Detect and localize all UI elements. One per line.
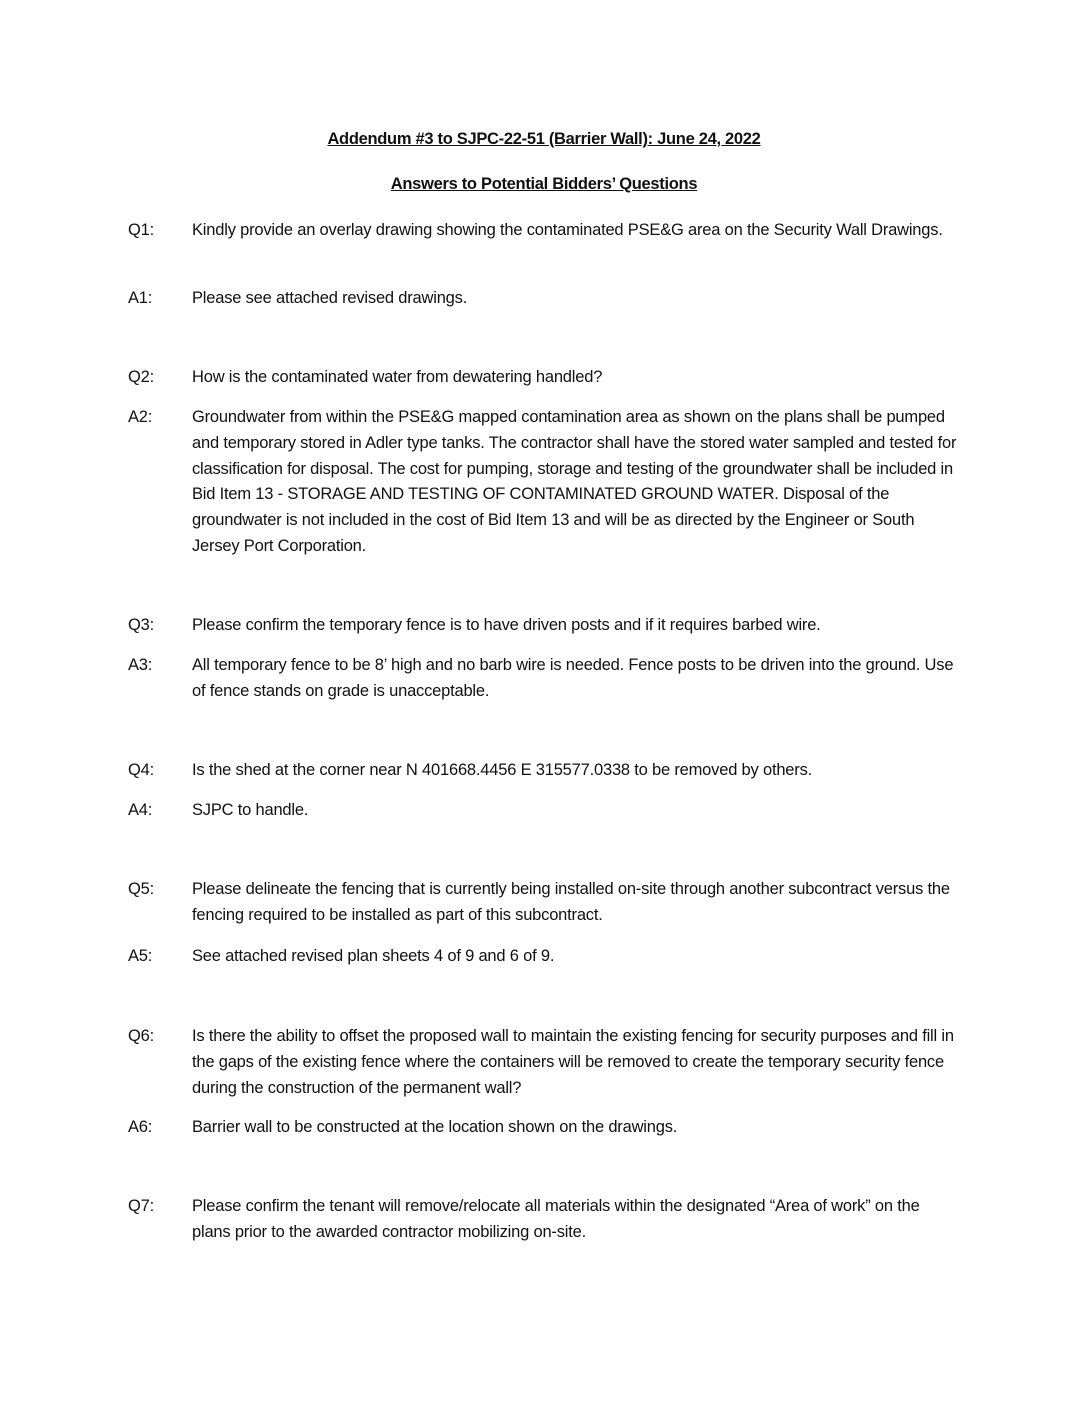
qa-label: Q6: xyxy=(128,1027,154,1045)
qa-text: How is the contaminated water from dewatering handled? xyxy=(192,368,603,386)
qa-label: A6: xyxy=(128,1118,153,1136)
answer-6 xyxy=(128,1115,958,1141)
question-4 xyxy=(128,758,958,784)
qa-text: Kindly provide an overlay drawing showing the contaminated PSE&G area on the Security Wall Drawings. xyxy=(192,221,943,239)
qa-text: All temporary fence to be 8’ high and no barb wire is needed. Fence posts to be driven into the ground. Use of fence stands on grade is unacceptable. xyxy=(192,656,954,700)
qa-label: Q4: xyxy=(128,761,154,779)
document-title: Addendum #3 to SJPC-22-51 (Barrier Wall): June 24, 2022 xyxy=(327,130,761,148)
qa-label: A2: xyxy=(128,408,153,426)
qa-label: A5: xyxy=(128,947,153,965)
question-3 xyxy=(128,613,958,639)
qa-text: Please see attached revised drawings. xyxy=(192,289,468,307)
document-subtitle: Answers to Potential Bidders’ Questions xyxy=(390,175,698,193)
question-5 xyxy=(128,877,958,929)
qa-text: SJPC to handle. xyxy=(192,801,309,819)
question-7 xyxy=(128,1194,958,1246)
answer-2 xyxy=(128,405,958,560)
question-1 xyxy=(128,218,958,244)
qa-text: Please confirm the tenant will remove/relocate all materials within the designated “Area of work” on the plans prior to the awarded contractor mobilizing on-site. xyxy=(192,1197,920,1241)
qa-label: Q1: xyxy=(128,221,154,239)
question-2 xyxy=(128,365,958,391)
qa-text: Barrier wall to be constructed at the location shown on the drawings. xyxy=(192,1118,678,1136)
qa-text: See attached revised plan sheets 4 of 9 and 6 of 9. xyxy=(192,947,555,965)
answer-5 xyxy=(128,944,958,970)
qa-label: A4: xyxy=(128,801,153,819)
question-6 xyxy=(128,1024,958,1101)
qa-text: Groundwater from within the PSE&G mapped contamination area as shown on the plans shall be pumped and temporary stored in Adler type tanks. The contractor shall have the stored water sampled and tested for classification for disposal. The cost for pumping, storage and testing of the groundwater shall be included in Bid Item 13 - STORAGE AND TESTING OF CONTAMINATED GROUND WATER. Disposal of the groundwater is not included in the cost of Bid Item 13 and will be as directed by the Engineer or South Jersey Port Corporation. xyxy=(192,408,957,555)
qa-text: Is the shed at the corner near N 401668.4456 E 315577.0338 to be removed by others. xyxy=(192,761,813,779)
qa-label: Q3: xyxy=(128,616,154,634)
qa-label: A1: xyxy=(128,289,153,307)
qa-label: A3: xyxy=(128,656,153,674)
answer-3 xyxy=(128,653,958,705)
qa-text: Is there the ability to offset the proposed wall to maintain the existing fencing for security purposes and fill in the gaps of the existing fence where the containers will be removed to create the temporary security fence during the construction of the permanent wall? xyxy=(192,1027,954,1097)
qa-text: Please delineate the fencing that is currently being installed on-site through another subcontract versus the fencing required to be installed as part of this subcontract. xyxy=(192,880,950,924)
qa-text: Please confirm the temporary fence is to have driven posts and if it requires barbed wire. xyxy=(192,616,821,634)
answer-4 xyxy=(128,798,958,824)
qa-label: Q5: xyxy=(128,880,154,898)
qa-label: Q2: xyxy=(128,368,154,386)
qa-label: Q7: xyxy=(128,1197,154,1215)
answer-1 xyxy=(128,286,958,312)
